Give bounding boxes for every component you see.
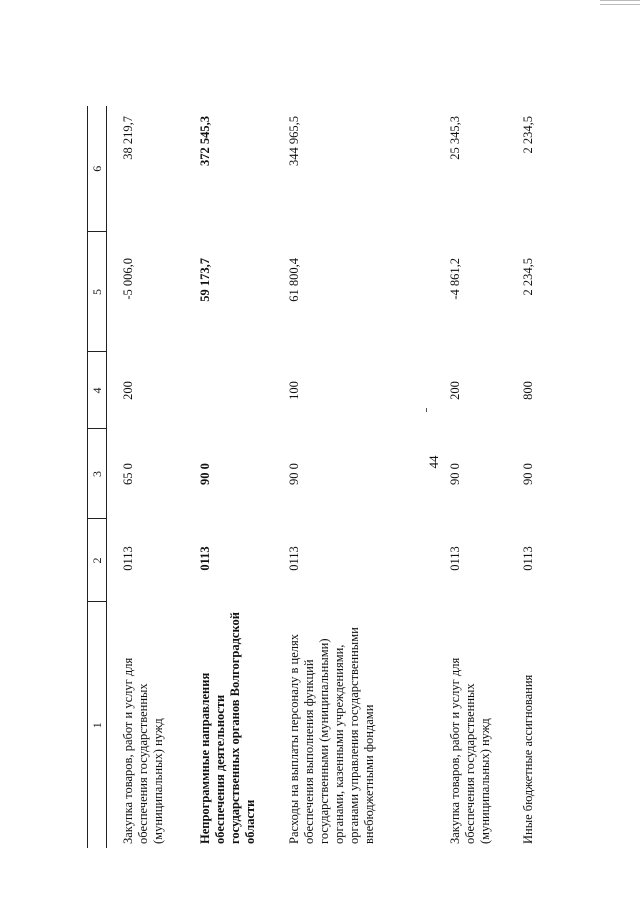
column-header-6: 6 (88, 106, 107, 232)
row-total-amount: 2 234,5 (521, 116, 535, 154)
table-row (107, 106, 199, 848)
table-header-row (88, 106, 107, 848)
row-total-amount: 25 345,3 (448, 116, 462, 160)
row-section-code: 0113 (121, 546, 135, 571)
table-row (198, 106, 283, 848)
row-section-code: 0113 (448, 546, 462, 571)
row-change-amount: 61 800,4 (287, 258, 301, 302)
row-section-code: 0113 (198, 546, 212, 571)
row-program-code: 90 0 (448, 463, 462, 485)
row-name: Закупка товаров, работ и услуг для обеспечения государственных (муниципальных) нужд (121, 657, 165, 844)
row-expense-type: 800 (521, 381, 535, 400)
row-expense-type: 200 (448, 381, 462, 400)
row-program-code: 65 0 (121, 463, 135, 485)
column-header-3: 3 (88, 429, 107, 519)
row-program-code: 90 0 (521, 463, 535, 485)
scan-corner-mark (600, 0, 640, 5)
row-change-amount: -5 006,0 (121, 258, 135, 300)
row-total-amount: 344 965,5 (287, 116, 301, 166)
row-name: Непрограммные направления обеспечения деятельности государственных органов Волгоградской области (198, 612, 257, 844)
column-header-4: 4 (88, 352, 107, 429)
row-change-amount: -4 861,2 (448, 258, 462, 300)
row-change-amount: 2 234,5 (521, 258, 535, 296)
table-row (448, 106, 521, 848)
row-program-code: 90 0 (287, 463, 301, 485)
page-number: 44 (426, 455, 441, 469)
row-name: Иные бюджетные ассигнования (521, 674, 535, 844)
row-total-amount: 38 219,7 (121, 116, 135, 160)
row-name: Закупка товаров, работ и услуг для обеспечения государственных (муниципальных) нужд (448, 657, 492, 844)
table-row (521, 106, 581, 848)
row-expense-type: 200 (121, 381, 135, 400)
row-total-amount: 372 545,3 (198, 116, 212, 166)
column-header-1: 1 (88, 602, 107, 848)
row-name: Расходы на выплаты персоналу в целях обеспечения выполнения функций государственными (муниципальными) органами, казенными учреждениями, органами управления государственными внебюджетными фондами (287, 627, 376, 844)
row-expense-type (198, 352, 283, 429)
budget-table-rotated (87, 106, 625, 848)
row-expense-type: 100 (287, 381, 301, 400)
row-section-code: 0113 (521, 546, 535, 571)
row-section-code: 0113 (287, 546, 301, 571)
budget-table (87, 106, 581, 848)
column-header-5: 5 (88, 232, 107, 352)
row-program-code: 90 0 (198, 463, 212, 485)
row-change-amount: 59 173,7 (198, 258, 212, 302)
table-row (283, 106, 448, 848)
column-header-2: 2 (88, 519, 107, 602)
